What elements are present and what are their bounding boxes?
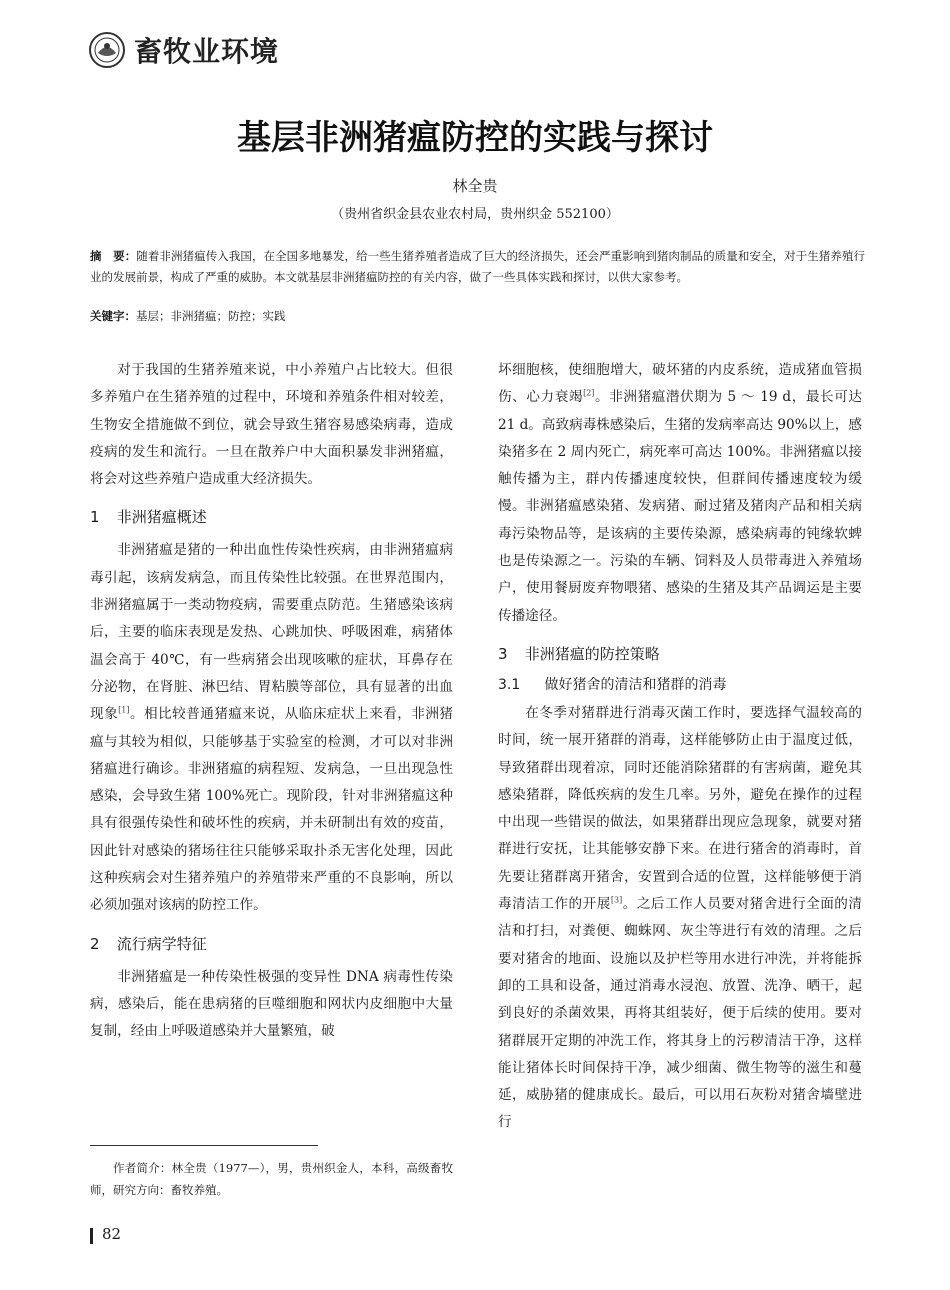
- section-title: 非洲猪瘟的防控策略: [524, 644, 660, 663]
- keywords-label: 关键字：: [90, 309, 136, 323]
- journal-header: [88, 30, 279, 70]
- paragraph-text: 。非洲猪瘟潜伏期为 5 ～ 19 d，最长可达 21 d。高致病毒株感染后，生猪的发病率高达 90%以上，感染猪多在 2 周内死亡，病死率可高达 100%。非洲猪瘟以接触传播为主，群内传播速度较快，但群间传播速度较为缓慢。非洲猪瘟感染猪、发病猪、耐过猪及猪肉产品和相关病毒污染物品等，是该病的主要传染源，感染病毒的钝缘软蜱也是传染源之一。污染的车辆、饲料及人员带毒进入养殖场户，使用餐厨废弃物喂猪、感染的生猪及其产品调运是主要传播途径。: [498, 389, 863, 624]
- section-title: 流行病学特征: [116, 934, 207, 953]
- footnote-divider: [90, 1145, 318, 1146]
- citation-ref: [1]: [118, 705, 130, 715]
- paragraph-text: 非洲猪瘟是猪的一种出血性传染性疾病，由非洲猪瘟病毒引起，该病发病急，而且传染性比较强。在世界范围内，非洲猪瘟属于一类动物疫病，需要重点防范。生猪感染该病后，主要的临床表现是发热、心跳加快、呼吸困难，病猪体温会高于 40℃，有一些病猪会出现咳嗽的症状，耳鼻存在分泌物，在肾脏、淋巴结、胃粘膜等部位，具有显著的出血现象: [90, 542, 453, 723]
- author-affiliation: （贵州省织金县农业农村局，贵州织金 552100）: [331, 207, 619, 222]
- paragraph-text: 在冬季对猪群进行消毒灭菌工作时，要选择气温较高的时间，统一展开猪群的消毒，这样能够防止由于温度过低，导致猪群出现着凉，同时还能消除猪群的有害病菌，避免其感染猪群，降低疾病的发生几率。另外，避免在操作的过程中出现一些错误的做法，如果猪群出现应急现象，就要对猪群进行安抚，让其能够安静下来。在进行猪舍的消毒时，首先要让猪群离开猪舍，安置到合适的位置，这样能够便于消毒清洁工作的开展: [498, 704, 862, 913]
- author-name: 林全贵: [452, 177, 498, 195]
- paragraph-text: 坏细胞核，使细胞增大，破坏猪的内皮系统，造成猪血管损伤、心力衰竭: [498, 362, 862, 406]
- abstract: [90, 246, 865, 288]
- abstract-label: 摘 要：: [90, 249, 137, 263]
- paragraph-text: 。相比较普通猪瘟来说，从临床症状上来看，非洲猪瘟与其较为相似，只能够基于实验室的检测，才可以对非洲猪瘟进行确诊。非洲猪瘟的病程短、发病急，一旦出现急性感染，会导致生猪 100%死亡。现阶段，针对非洲猪瘟这种具有很强传染性和破坏性的疾病，并未研制出有效的疫苗，因此针对感染的猪场往往只能够采取扑杀无害化处理，因此这种疾病会对生猪养殖户的养殖带来严重的不良影响，所以必须加强对该病的防控工作。: [90, 706, 454, 914]
- subsection-3-1-heading: [498, 674, 862, 696]
- right-column: [498, 357, 862, 1137]
- abstract-text: 随着非洲猪瘟传入我国，在全国多地暴发，给一些生猪养殖者造成了巨大的经济损失，还会严重影响到猪肉制品的质量和安全，对于生猪养殖行业的发展前景，构成了严重的威胁。本文就基层非洲猪瘟防控的有关内容，做了一些具体实践和探讨，以供大家参考。: [90, 249, 866, 284]
- section-3-heading: [498, 643, 862, 665]
- page-number: 82: [102, 1225, 122, 1243]
- left-column: [90, 357, 453, 1046]
- section-number: 1: [90, 508, 100, 527]
- paragraph-text: 。之后工作人员要对猪舍进行全面的清洁和打扫，对粪便、蜘蛛网、灰尘等进行有效的清理。之后要对猪舍的地面、设施以及护栏等用水进行冲洗，并将能拆卸的工具和设备，通过消毒水浸泡、放置、洗净、晒干，起到良好的杀菌效果，再将其组装好，便于后续的使用。要对猪群展开定期的冲洗工作，将其身上的污秽清洁干净，这样能让猪体长时间保持干净，减少细菌、微生物等的滋生和蔓延，威胁猪的健康成长。最后，可以用石灰粉对猪舍墙壁进行: [498, 896, 863, 1131]
- section-title: 非洲猪瘟概述: [116, 508, 207, 527]
- citation-ref: [2]: [583, 388, 595, 398]
- intro-paragraph: 对于我国的生猪养殖来说，中小养殖户占比较大。但很多养殖户在生猪养殖的过程中，环境和养殖条件相对较差，生物安全措施做不到位，就会导致生猪容易感染病毒，造成疫病的发生和流行。一旦在散养户中大面积暴发非洲猪瘟，将会对这些养殖户造成重大经济损失。: [90, 362, 453, 488]
- subsection-number: 3.1: [498, 676, 521, 693]
- citation-ref: [3]: [610, 895, 623, 905]
- keywords: [90, 306, 865, 326]
- subsection-title: 做好猪舍的清洁和猪群的消毒: [544, 676, 727, 693]
- section-1-paragraph: [90, 537, 453, 919]
- section-number: 3: [498, 644, 508, 663]
- section-1-heading: [90, 506, 453, 528]
- keywords-text: 基层；非洲猪瘟；防控；实践: [136, 309, 286, 323]
- section-2-paragraph-start: 非洲猪瘟是一种传染性极强的变异性 DNA 病毒性传染病，感染后，能在患病猪的巨噬细胞和网状内皮细胞中大量复制，经由上呼吸道感染并大量繁殖，破: [90, 968, 453, 1040]
- article-title: 基层非洲猪瘟防控的实践与探讨: [237, 118, 713, 158]
- journal-seal-icon: [88, 31, 126, 69]
- author-footnote: 作者简介：林全贵（1977—），男，贵州织金人，本科，高级畜牧师，研究方向：畜牧养殖。: [90, 1161, 453, 1197]
- page-number-bar: [90, 1228, 93, 1244]
- section-number: 2: [90, 934, 100, 953]
- journal-name: 畜牧业环境: [134, 35, 280, 68]
- section-2-heading: [90, 933, 453, 955]
- section-2-paragraph-continued: [498, 357, 862, 630]
- subsection-3-1-paragraph: [498, 700, 862, 1137]
